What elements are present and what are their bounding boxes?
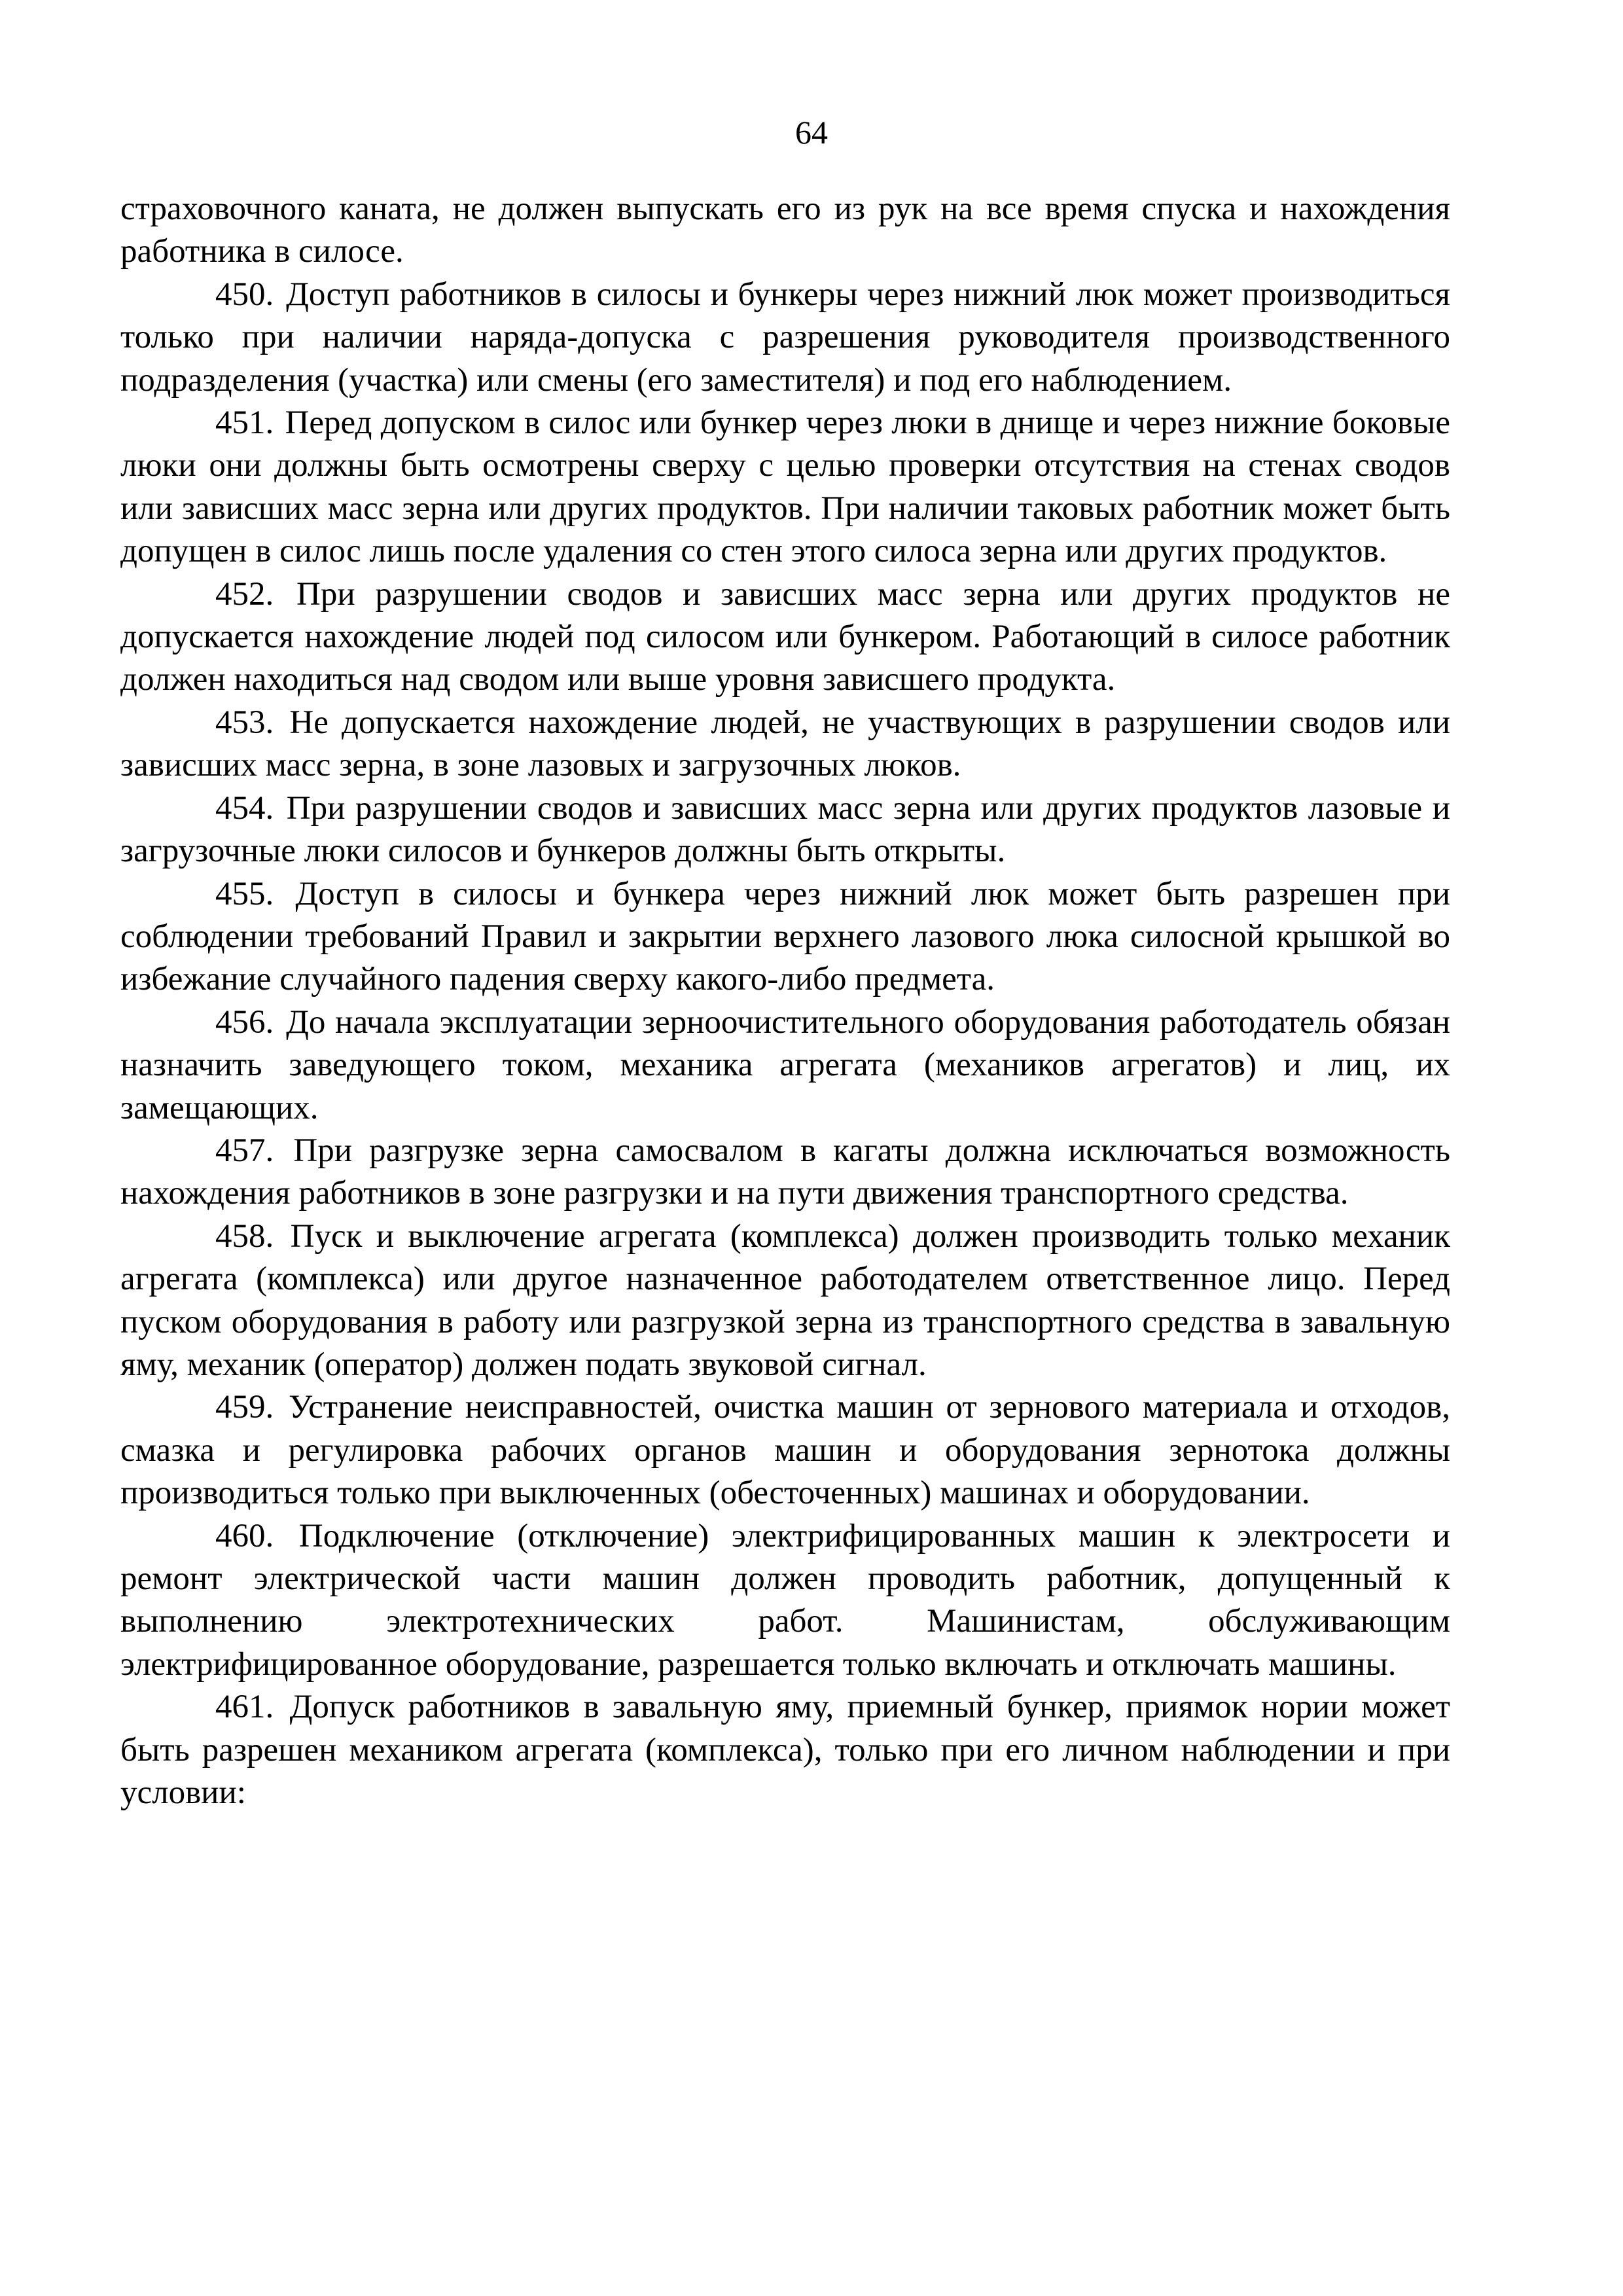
paragraph-number: 455. (215, 875, 274, 912)
paragraph-number: 457. (215, 1132, 274, 1169)
paragraph-451 (120, 402, 1450, 573)
paragraph-text: Устранение неисправностей, очистка машин от зернового материала и отходов, смазка и регулировка рабочих органов машин и оборудования зернотока должны производиться только при выключенных (обесточенных) машинах и оборудовании. (120, 1389, 1451, 1512)
paragraph-457 (120, 1130, 1450, 1215)
paragraph-number: 459. (215, 1389, 274, 1426)
paragraph-number: 460. (215, 1517, 274, 1554)
paragraph-number: 450. (215, 276, 274, 313)
document-body (120, 188, 1450, 1814)
paragraph-text: Подключение (отключение) электрифицированных машин к электросети и ремонт электрической части машин должен проводить работник, допущенный к выполнению электротехнических работ. Машинистам, обслуживающим электрифицированное оборудование, разрешается только включать и отключать машины. (120, 1517, 1450, 1683)
paragraph-452 (120, 573, 1450, 702)
paragraph-text: При разгрузке зерна самосвалом в кагаты должна исключаться возможность нахождения работников в зоне разгрузки и на пути движения транспортного средства. (120, 1132, 1450, 1212)
paragraph-number: 453. (215, 704, 274, 741)
paragraph-text: При разрушении сводов и зависших масс зерна или других продуктов лазовые и загрузочные люки силосов и бункеров должны быть открыты. (120, 789, 1450, 870)
paragraph-text: страховочного каната, не должен выпускать его из рук на все время спуска и нахождения работника в силосе. (120, 190, 1450, 270)
paragraph-460 (120, 1515, 1450, 1687)
paragraph-number: 461. (215, 1689, 274, 1726)
paragraph-continuation (120, 188, 1450, 274)
paragraph-number: 456. (215, 1003, 274, 1041)
paragraph-text: Перед допуском в силос или бункер через люки в днище и через нижние боковые люки они должны быть осмотрены сверху с целью проверки отсутствия на стенах сводов или зависших масс зерна или других продуктов. При наличии таковых работник может быть допущен в силос лишь после удаления со стен этого силоса зерна или других продуктов. (120, 404, 1451, 570)
paragraph-text: Доступ работников в силосы и бункеры через нижний люк может производиться только при наличии наряда-допуска с разрешения руководителя производственного подразделения (участка) или смены (его заместителя) и под его наблюдением. (120, 276, 1450, 399)
paragraph-458 (120, 1215, 1450, 1387)
paragraph-456 (120, 1001, 1450, 1130)
paragraph-454 (120, 787, 1450, 873)
paragraph-450 (120, 274, 1450, 402)
paragraph-text: Допуск работников в завальную яму, приемный бункер, приямок нории может быть разрешен механиком агрегата (комплекса), только при его личном наблюдении и при условии: (120, 1689, 1451, 1812)
paragraph-459 (120, 1386, 1450, 1515)
paragraph-text: Доступ в силосы и бункера через нижний люк может быть разрешен при соблюдении требований Правил и закрытии верхнего лазового люка силосной крышкой во избежание случайного падения сверху какого-либо предмета. (120, 875, 1451, 998)
paragraph-number: 454. (215, 789, 274, 827)
paragraph-455 (120, 873, 1450, 1001)
paragraph-461 (120, 1686, 1450, 1814)
paragraph-text: Пуск и выключение агрегата (комплекса) должен производить только механик агрегата (комплекса) или другое назначенное работодателем ответственное лицо. Перед пуском оборудования в работу или разгрузкой зерна из транспортного средства в завальную яму, механик (оператор) должен подать звуковой сигнал. (120, 1217, 1450, 1383)
page-number: 64 (795, 114, 828, 151)
paragraph-number: 451. (215, 404, 274, 442)
paragraph-text: При разрушении сводов и зависших масс зерна или других продуктов не допускается нахождение людей под силосом или бункером. Работающий в силосе работник должен находиться над сводом или выше уровня зависшего продукта. (120, 575, 1450, 698)
paragraph-453 (120, 702, 1450, 787)
paragraph-text: До начала эксплуатации зерноочистительного оборудования работодатель обязан назначить заведующего током, механика агрегата (механиков агрегатов) и лиц, их замещающих. (120, 1003, 1450, 1126)
paragraph-text: Не допускается нахождение людей, не участвующих в разрушении сводов или зависших масс зерна, в зоне лазовых и загрузочных люков. (120, 704, 1450, 784)
paragraph-number: 452. (215, 575, 274, 613)
paragraph-number: 458. (215, 1217, 274, 1255)
